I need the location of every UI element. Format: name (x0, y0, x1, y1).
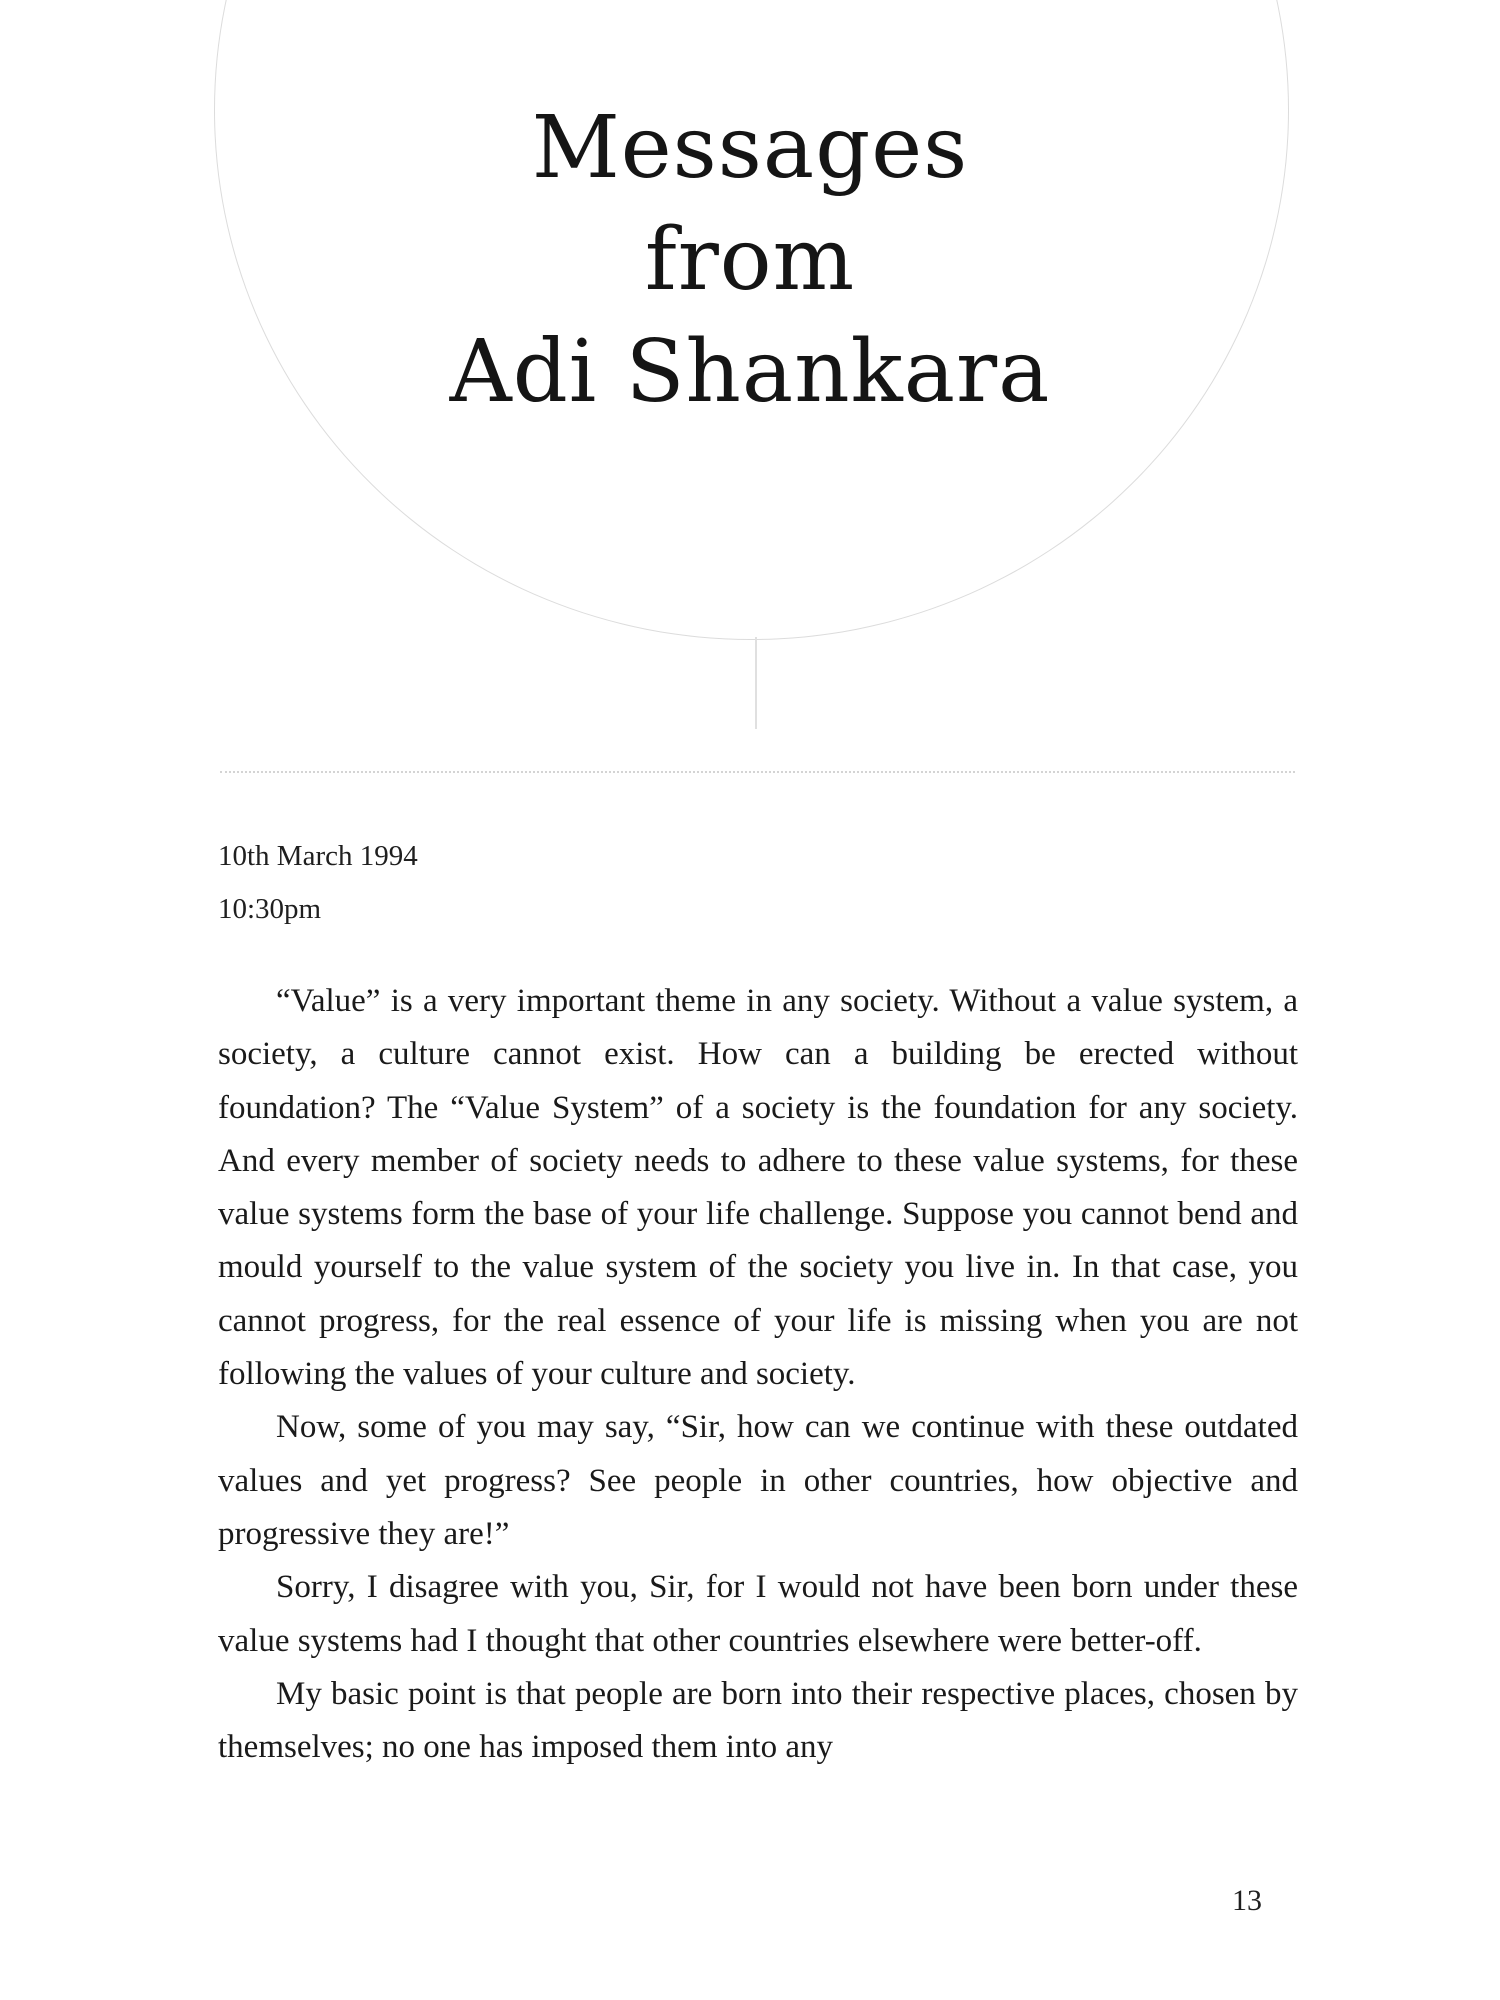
paragraph: Sorry, I disagree with you, Sir, for I would not have been born under these value systems had I thought that other countries elsewhere were better-off. (218, 1569, 1298, 1659)
chapter-title-line-2: from (644, 210, 856, 310)
entry-header (218, 830, 418, 936)
chapter-title-line-1: Messages (531, 98, 969, 198)
decorative-stem-line (755, 637, 757, 729)
paragraph: Now, some of you may say, “Sir, how can we continue with these outdated values and yet progress? See people in other countries, how objective and progressive they are!” (218, 1409, 1298, 1552)
section-divider (220, 771, 1295, 773)
entry-time: 10:30pm (218, 893, 322, 925)
chapter-title-line-3: Adi Shankara (449, 322, 1051, 422)
entry-date: 10th March 1994 (218, 840, 418, 872)
page-number: 13 (1232, 1884, 1262, 1917)
chapter-title (300, 92, 1200, 428)
paragraph: My basic point is that people are born into their respective places, chosen by themselves; no one has imposed them into any (218, 1675, 1298, 1766)
body-text (218, 975, 1298, 1774)
paragraph: “Value” is a very important theme in any society. Without a value system, a society, a culture cannot exist. How can a building be erected without foundation? The “Value System” of a society is the foundation for any society. And every member of society needs to adhere to these value systems, for these value systems form the base of your life challenge. Suppose you cannot bend and mould yourself to the value system of the society you live in. In that case, you cannot progress, for the real essence of your life is missing when you are not following the values of your culture and society. (218, 983, 1298, 1393)
